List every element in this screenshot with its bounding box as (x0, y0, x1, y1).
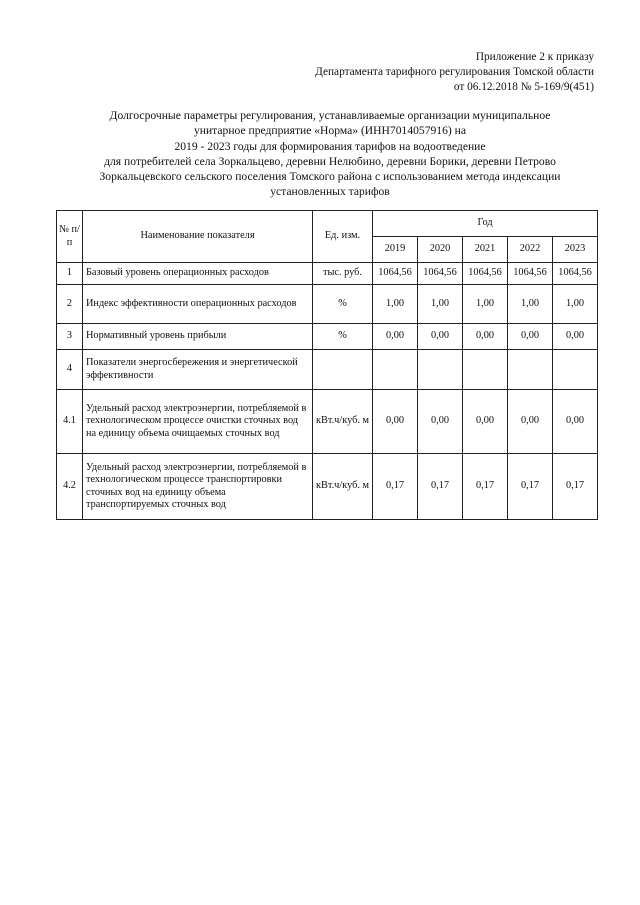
title-line: 2019 - 2023 годы для формирования тарифов на водоотведение (174, 139, 486, 153)
value-cell: 0,00 (463, 324, 508, 350)
row-number: 4.1 (57, 390, 83, 454)
year-cell: 2021 (463, 237, 508, 263)
order-reference (315, 50, 594, 95)
value-cell: 1064,56 (418, 263, 463, 285)
row-unit: тыс. руб. (313, 263, 373, 285)
value-cell: 0,00 (463, 390, 508, 454)
year-cell: 2022 (508, 237, 553, 263)
row-unit: % (313, 324, 373, 350)
table-row (57, 454, 598, 520)
order-date-line: от 06.12.2018 № 5-169/9(451) (453, 81, 594, 93)
row-name: Индекс эффективности операционных расходов (83, 285, 313, 324)
value-cell: 0,00 (418, 324, 463, 350)
header-unit: Ед. изм. (313, 211, 373, 263)
value-cell: 1064,56 (373, 263, 418, 285)
table-row (57, 285, 598, 324)
value-cell: 1,00 (463, 285, 508, 324)
table-row (57, 350, 598, 390)
header-year: Год (373, 211, 598, 237)
appendix-line: Приложение 2 к приказу (475, 51, 594, 63)
value-cell: 0,00 (418, 390, 463, 454)
value-cell: 1064,56 (463, 263, 508, 285)
value-cell: 0,00 (373, 324, 418, 350)
year-cell: 2023 (553, 237, 598, 263)
value-cell: 0,00 (553, 390, 598, 454)
title-line: установленных тарифов (270, 185, 390, 199)
row-unit: кВт.ч/куб. м (313, 390, 373, 454)
row-name: Базовый уровень операционных расходов (83, 263, 313, 285)
row-number: 2 (57, 285, 83, 324)
value-cell: 1,00 (373, 285, 418, 324)
row-name: Удельный расход электроэнергии, потребляемой в технологическом процессе транспортировки сточных вод на единицу объема транспортируемых сточных вод (83, 454, 313, 520)
value-cell: 0,17 (553, 454, 598, 520)
value-cell: 0,17 (418, 454, 463, 520)
value-cell: 0,17 (508, 454, 553, 520)
row-number: 4 (57, 350, 83, 390)
row-number: 1 (57, 263, 83, 285)
year-cell: 2020 (418, 237, 463, 263)
row-name: Показатели энергосбережения и энергетической эффективности (83, 350, 313, 390)
value-cell: 1064,56 (553, 263, 598, 285)
table-row (57, 324, 598, 350)
value-cell: 0,00 (508, 390, 553, 454)
row-name: Удельный расход электроэнергии, потребляемой в технологическом процессе очистки сточных вод на единицу объема очищаемых сточных вод (83, 390, 313, 454)
title-line: для потребителей села Зоркальцево, деревни Нелюбино, деревни Борики, деревни Петрово (104, 154, 556, 168)
value-cell (508, 350, 553, 390)
value-cell: 0,00 (553, 324, 598, 350)
value-cell: 1,00 (508, 285, 553, 324)
row-unit: % (313, 285, 373, 324)
row-unit (313, 350, 373, 390)
value-cell: 0,00 (373, 390, 418, 454)
row-number: 3 (57, 324, 83, 350)
value-cell: 0,17 (463, 454, 508, 520)
document-title (50, 108, 610, 200)
department-line: Департамента тарифного регулирования Томской области (315, 66, 594, 78)
value-cell (463, 350, 508, 390)
value-cell: 0,00 (508, 324, 553, 350)
table-row (57, 263, 598, 285)
value-cell (418, 350, 463, 390)
header-num: № п/п (57, 211, 83, 263)
title-line: унитарное предприятие «Норма» (ИНН7014057916) на (193, 124, 467, 138)
year-cell: 2019 (373, 237, 418, 263)
value-cell: 1,00 (553, 285, 598, 324)
row-name: Нормативный уровень прибыли (83, 324, 313, 350)
parameters-table (56, 210, 598, 520)
value-cell: 1,00 (418, 285, 463, 324)
table-row (57, 390, 598, 454)
row-number: 4.2 (57, 454, 83, 520)
value-cell: 0,17 (373, 454, 418, 520)
value-cell (373, 350, 418, 390)
title-line: Долгосрочные параметры регулирования, устанавливаемые организации муниципальное (109, 109, 551, 122)
row-unit: кВт.ч/куб. м (313, 454, 373, 520)
header-name: Наименование показателя (83, 211, 313, 263)
value-cell: 1064,56 (508, 263, 553, 285)
title-line: Зоркальцевского сельского поселения Томского района с использованием метода индексации (99, 170, 561, 184)
value-cell (553, 350, 598, 390)
